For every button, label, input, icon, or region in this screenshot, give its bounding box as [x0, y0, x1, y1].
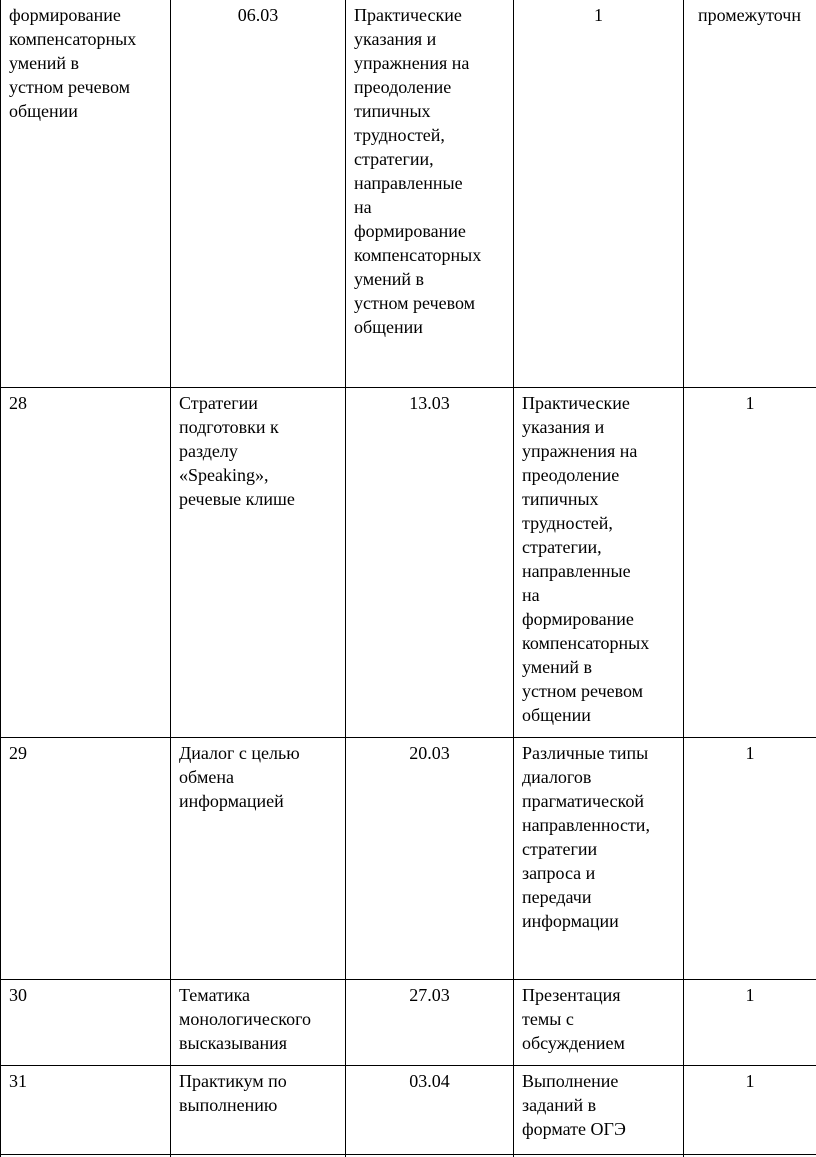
number-cell: 30 [9, 985, 27, 1005]
topic-cell: Диалог с целью обмена информацией [179, 743, 300, 811]
number-cell: 29 [9, 743, 27, 763]
control-cell: промежуточн [698, 5, 801, 25]
table-row [0, 1066, 816, 1154]
table-row [0, 388, 816, 737]
date-cell: 13.03 [409, 393, 450, 413]
date-cell: 06.03 [237, 5, 279, 25]
content-cell: Практические указания и упражнения на преодоление типичных трудностей, стратегии, направленные на формирование компенсаторных умений в устном речевом общении [354, 5, 482, 337]
topic-cell: формирование компенсаторных умений в устном речевом общении [9, 5, 137, 121]
hours-cell: 1 [594, 5, 603, 25]
hours-cell: 1 [745, 1071, 755, 1091]
content-cell: Выполнение заданий в формате ОГЭ [522, 1071, 626, 1139]
number-cell: 28 [9, 393, 27, 413]
hours-cell: 1 [745, 393, 755, 413]
number-cell: 31 [9, 1071, 27, 1091]
date-cell: 03.04 [409, 1071, 450, 1091]
content-cell: Различные типы диалогов прагматической направленности, стратегии запроса и передачи информации [522, 743, 650, 931]
hours-cell: 1 [745, 743, 755, 763]
content-cell: Презентация темы с обсуждением [522, 985, 625, 1053]
topic-cell: Практикум по выполнению [179, 1071, 287, 1115]
table-row [0, 0, 816, 387]
topic-cell: Тематика монологического высказывания [179, 985, 312, 1053]
hours-cell: 1 [745, 985, 755, 1005]
date-cell: 27.03 [409, 985, 450, 1005]
table-row [0, 738, 816, 979]
table-row [0, 980, 816, 1065]
content-cell: Практические указания и упражнения на преодоление типичных трудностей, стратегии, направленные на формирование компенсаторных умений в устном речевом общении [522, 393, 650, 725]
topic-cell: Стратегии подготовки к разделу «Speaking», речевые клише [179, 393, 295, 509]
date-cell: 20.03 [409, 743, 450, 763]
row-divider [0, 1154, 816, 1155]
